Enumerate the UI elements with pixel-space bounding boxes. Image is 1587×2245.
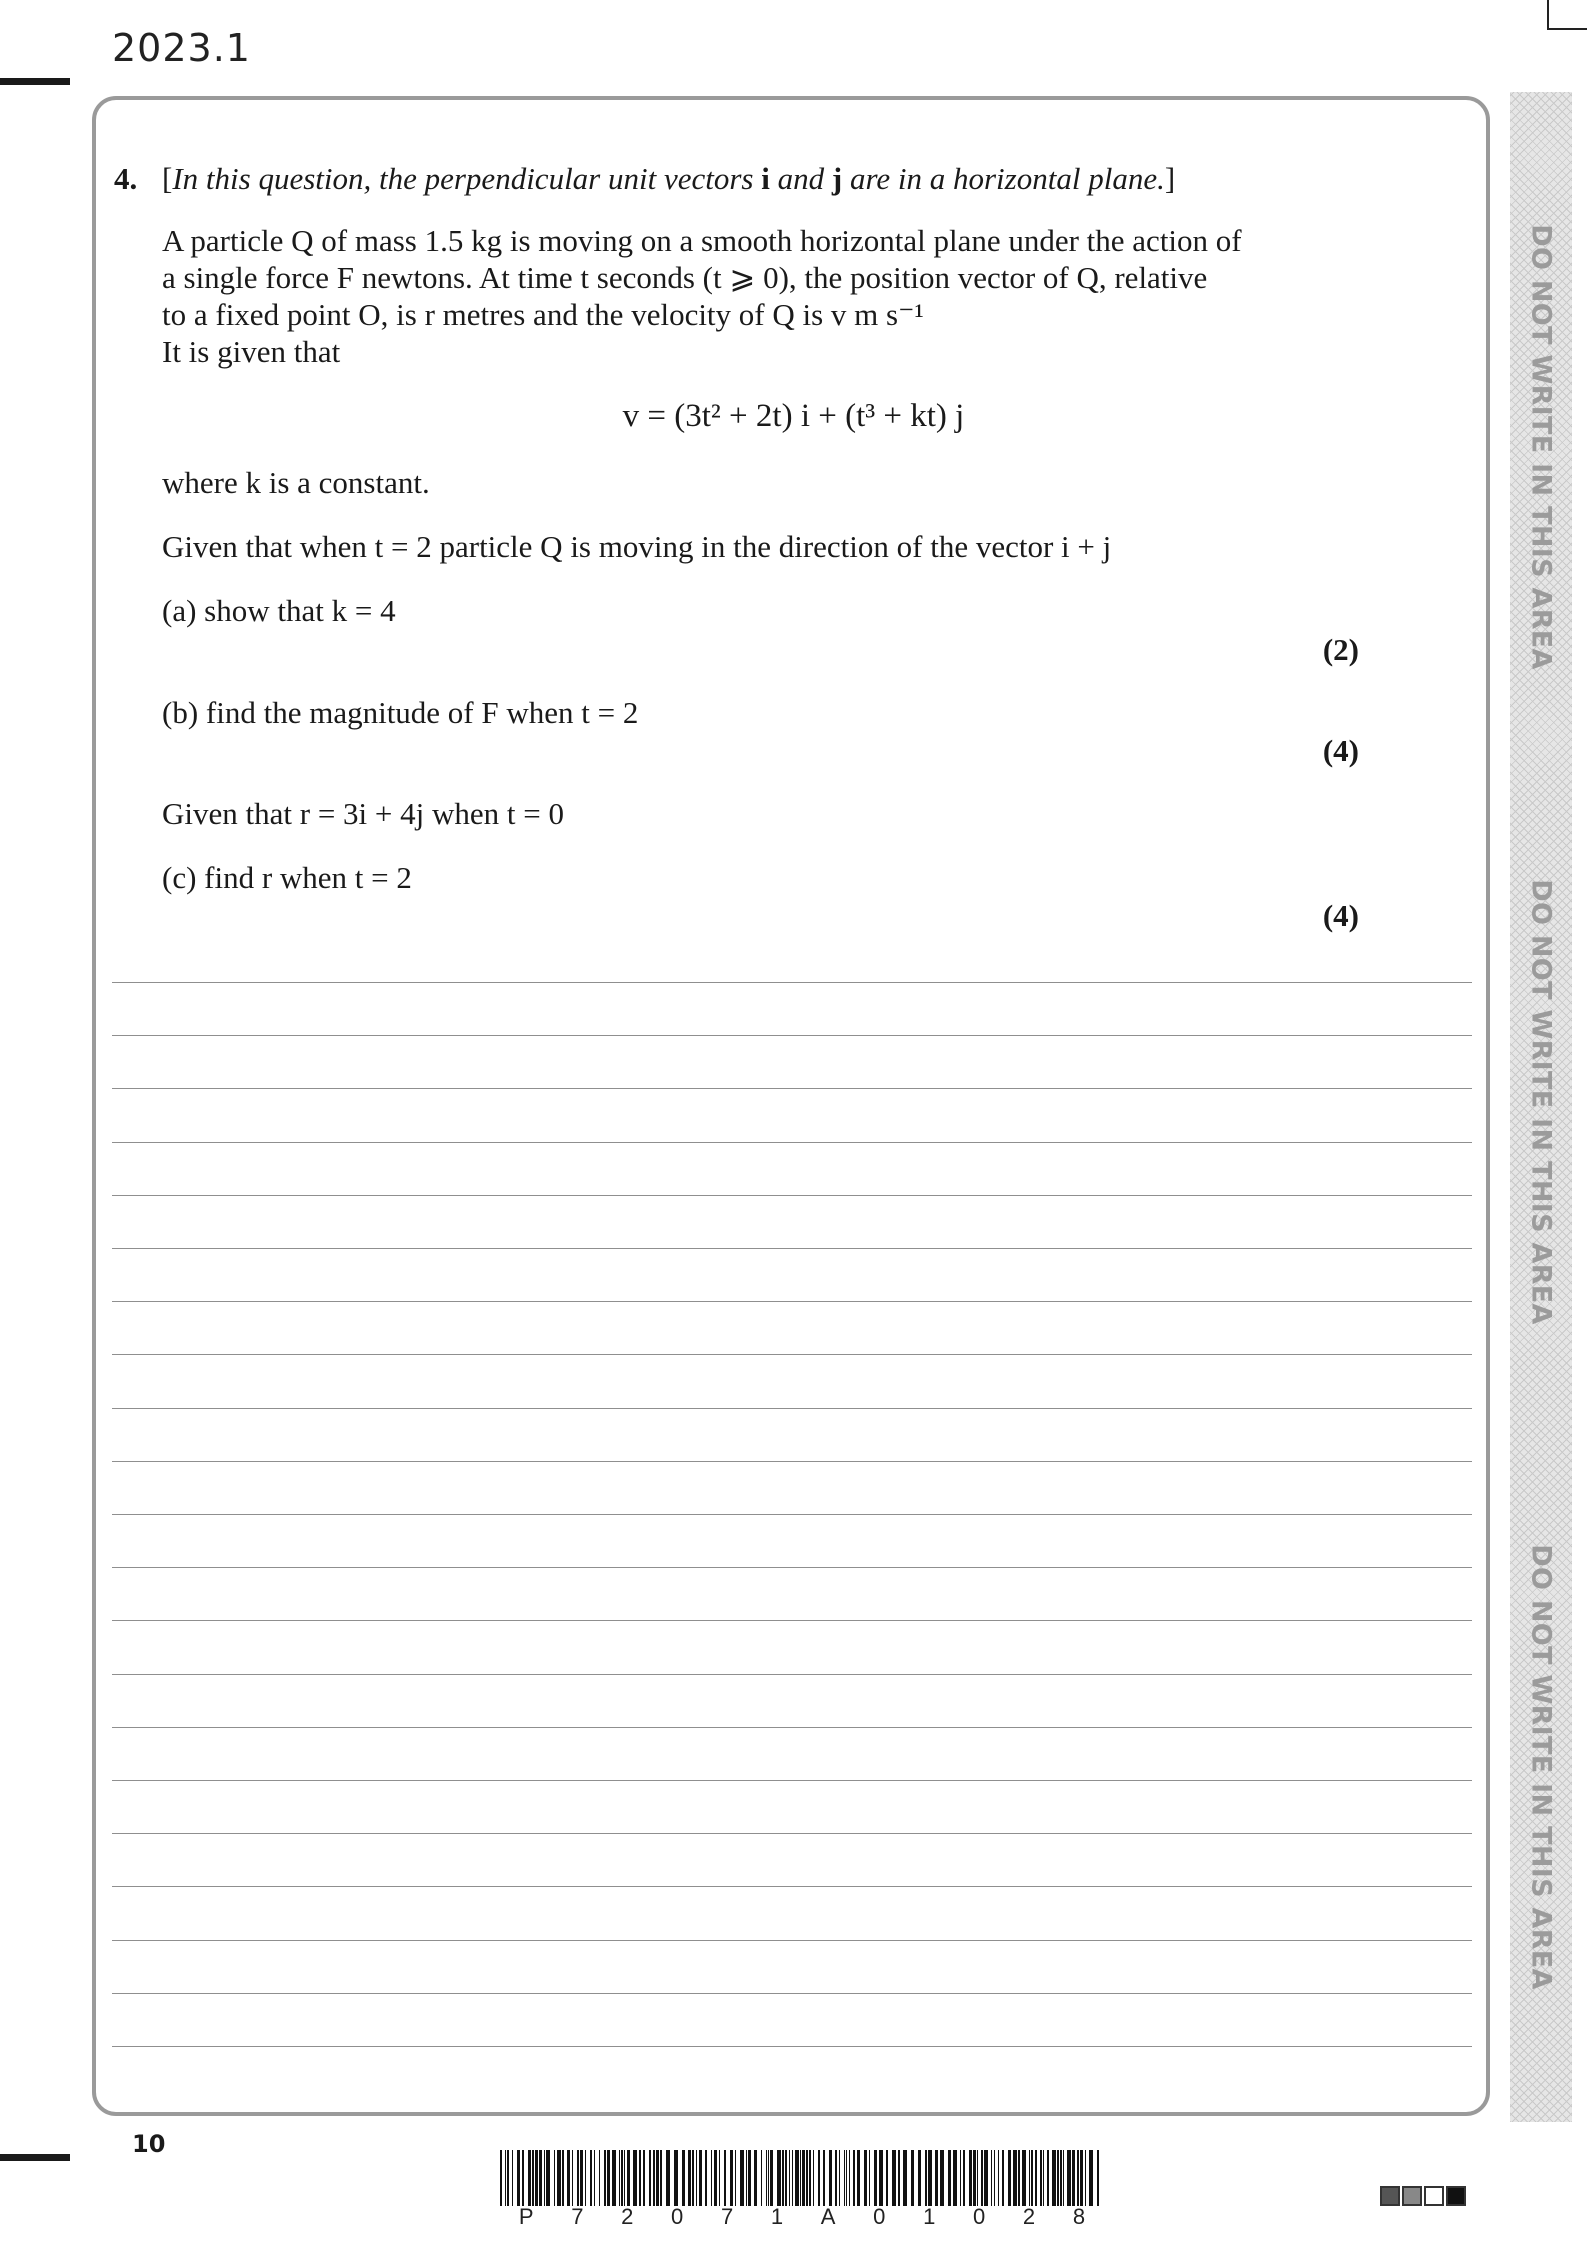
barcode-bar bbox=[1008, 2150, 1011, 2206]
crop-mark-vertical bbox=[1547, 0, 1549, 30]
barcode-bar bbox=[1077, 2150, 1079, 2206]
barcode-char: 1 bbox=[770, 2204, 784, 2229]
barcode-bar bbox=[1035, 2150, 1037, 2206]
answer-line bbox=[112, 1195, 1472, 1196]
answer-line bbox=[112, 1886, 1472, 1887]
barcode-bar bbox=[528, 2150, 531, 2206]
barcode-bar bbox=[839, 2150, 840, 2206]
barcode-bar bbox=[594, 2150, 595, 2206]
barcode-bar bbox=[991, 2150, 992, 2206]
part-b: (b) find the magnitude of F when t = 2 bbox=[162, 695, 639, 730]
barcode-char: 1 bbox=[923, 2204, 936, 2229]
answer-line bbox=[112, 1514, 1472, 1515]
barcode-bar bbox=[948, 2150, 951, 2206]
barcode-bar bbox=[973, 2150, 976, 2206]
barcode-bar bbox=[580, 2150, 583, 2206]
answer-line bbox=[112, 1301, 1472, 1302]
barcode-bar bbox=[1089, 2150, 1093, 2206]
barcode-bar bbox=[539, 2150, 542, 2206]
barcode-bar bbox=[928, 2150, 932, 2206]
barcode-bar bbox=[1031, 2150, 1033, 2206]
barcode-bar bbox=[994, 2150, 995, 2206]
barcode-bar bbox=[818, 2150, 820, 2206]
question-text-line-1: A particle Q of mass 1.5 kg is moving on a smooth horizontal plane under the action of bbox=[162, 223, 1242, 258]
answer-line bbox=[112, 1833, 1472, 1834]
where-text: where k is a constant. bbox=[162, 465, 430, 500]
barcode-bar bbox=[590, 2150, 592, 2206]
edge-bar-bottom bbox=[0, 2154, 70, 2161]
barcode-bar bbox=[969, 2150, 972, 2206]
barcode-bar bbox=[761, 2150, 762, 2206]
barcode-char: 7 bbox=[571, 2204, 584, 2229]
barcode-bar bbox=[1063, 2150, 1064, 2206]
barcode-bar bbox=[782, 2150, 784, 2206]
barcode-bar bbox=[748, 2150, 751, 2206]
barcode-bar bbox=[869, 2150, 870, 2206]
barcode-bar bbox=[886, 2150, 888, 2206]
barcode-char: 0 bbox=[873, 2204, 886, 2229]
barcode-bar bbox=[806, 2150, 808, 2206]
do-not-write-label-3: DO NOT WRITE IN THIS AREA bbox=[1525, 1544, 1557, 1990]
barcode-bar bbox=[1013, 2150, 1017, 2206]
barcode-bar bbox=[517, 2150, 520, 2206]
marks-c: (4) bbox=[1322, 898, 1359, 933]
barcode-bar bbox=[643, 2150, 645, 2206]
barcode-char: A bbox=[820, 2204, 836, 2229]
do-not-write-strip bbox=[1510, 92, 1572, 2122]
barcode-bar bbox=[918, 2150, 921, 2206]
barcode-bar bbox=[688, 2150, 691, 2206]
barcode-bar bbox=[692, 2150, 694, 2206]
barcode-bar bbox=[853, 2150, 855, 2206]
barcode-bar bbox=[809, 2150, 811, 2206]
barcode-bar bbox=[795, 2150, 799, 2206]
barcode-bar bbox=[846, 2150, 847, 2206]
barcode-bar bbox=[977, 2150, 978, 2206]
crop-mark-horizontal bbox=[1547, 28, 1587, 30]
barcode bbox=[500, 2150, 1104, 2206]
do-not-write-label-1: DO NOT WRITE IN THIS AREA bbox=[1525, 224, 1557, 670]
barcode-bar bbox=[1085, 2150, 1086, 2206]
given-direction-text: Given that when t = 2 particle Q is moving in the direction of the vector i + j bbox=[162, 529, 1112, 564]
answer-line bbox=[112, 1035, 1472, 1036]
barcode-bar bbox=[544, 2150, 545, 2206]
barcode-bar bbox=[940, 2150, 944, 2206]
answer-line bbox=[112, 1408, 1472, 1409]
barcode-bar bbox=[785, 2150, 787, 2206]
marks-a: (2) bbox=[1322, 632, 1359, 667]
given-position-text: Given that r = 3i + 4j when t = 0 bbox=[162, 796, 565, 831]
barcode-bar bbox=[666, 2150, 670, 2206]
barcode-bar bbox=[911, 2150, 914, 2206]
barcode-bar bbox=[857, 2150, 860, 2206]
page-indicator-squares bbox=[1380, 2186, 1466, 2206]
barcode-bar bbox=[724, 2150, 726, 2206]
page-number: 10 bbox=[132, 2130, 166, 2158]
barcode-bar bbox=[639, 2150, 641, 2206]
barcode-bar bbox=[768, 2150, 769, 2206]
barcode-bar bbox=[619, 2150, 620, 2206]
barcode-bar bbox=[577, 2150, 579, 2206]
barcode-bar bbox=[925, 2150, 927, 2206]
barcode-bar bbox=[754, 2150, 757, 2206]
barcode-bar bbox=[705, 2150, 707, 2206]
question-text-line-2: a single force F newtons. At time t seconds (t ⩾ 0), the position vector of Q, relative bbox=[162, 260, 1208, 295]
do-not-write-label-2: DO NOT WRITE IN THIS AREA bbox=[1525, 879, 1557, 1325]
barcode-bar bbox=[649, 2150, 651, 2206]
part-a: (a) show that k = 4 bbox=[162, 593, 396, 628]
barcode-bar bbox=[829, 2150, 832, 2206]
barcode-bar bbox=[585, 2150, 586, 2206]
barcode-bar bbox=[792, 2150, 793, 2206]
indicator-square-4 bbox=[1446, 2186, 1466, 2206]
barcode-bar bbox=[627, 2150, 630, 2206]
barcode-bar bbox=[624, 2150, 625, 2206]
question-text-line-3: to a fixed point O, is r metres and the velocity of Q is v m s⁻¹ bbox=[162, 297, 924, 332]
barcode-bar bbox=[714, 2150, 717, 2206]
barcode-bar bbox=[735, 2150, 736, 2206]
barcode-bar bbox=[898, 2150, 900, 2206]
answer-line bbox=[112, 1993, 1472, 1994]
barcode-bar bbox=[696, 2150, 697, 2206]
answer-line bbox=[112, 1780, 1472, 1781]
indicator-square-3 bbox=[1424, 2186, 1444, 2206]
barcode-bar bbox=[535, 2150, 538, 2206]
barcode-bar bbox=[789, 2150, 790, 2206]
barcode-char: 2 bbox=[1022, 2204, 1036, 2229]
barcode-bar bbox=[935, 2150, 938, 2206]
answer-line bbox=[112, 1461, 1472, 1462]
barcode-bar bbox=[1060, 2150, 1062, 2206]
barcode-bar bbox=[621, 2150, 623, 2206]
barcode-bar bbox=[766, 2150, 767, 2206]
barcode-bar bbox=[960, 2150, 961, 2206]
barcode-bar bbox=[522, 2150, 524, 2206]
barcode-bar bbox=[557, 2150, 561, 2206]
barcode-bar bbox=[607, 2150, 610, 2206]
marks-b: (4) bbox=[1322, 733, 1359, 768]
barcode-bar bbox=[546, 2150, 550, 2206]
barcode-bar bbox=[998, 2150, 999, 2206]
answer-line bbox=[112, 2046, 1472, 2047]
barcode-bar bbox=[562, 2150, 564, 2206]
barcode-bar bbox=[612, 2150, 616, 2206]
barcode-bar bbox=[844, 2150, 845, 2206]
question-intro: [In this question, the perpendicular unit vectors i and j are in a horizontal plane.] bbox=[162, 161, 1176, 196]
answer-line bbox=[112, 1142, 1472, 1143]
barcode-bar bbox=[1002, 2150, 1004, 2206]
barcode-bar bbox=[1018, 2150, 1020, 2206]
barcode-bar bbox=[1080, 2150, 1083, 2206]
barcode-char: 0 bbox=[973, 2204, 986, 2229]
paper-year: 2023.1 bbox=[112, 26, 251, 70]
barcode-bar bbox=[682, 2150, 685, 2206]
answer-line bbox=[112, 1354, 1472, 1355]
barcode-bar bbox=[1040, 2150, 1042, 2206]
barcode-bar bbox=[730, 2150, 733, 2206]
barcode-bar bbox=[656, 2150, 659, 2206]
indicator-square-1 bbox=[1380, 2186, 1400, 2206]
barcode-bar bbox=[1047, 2150, 1049, 2206]
barcode-bar bbox=[1067, 2150, 1071, 2206]
barcode-bar bbox=[554, 2150, 555, 2206]
barcode-bar bbox=[963, 2150, 965, 2206]
answer-line bbox=[112, 1567, 1472, 1568]
barcode-bar bbox=[770, 2150, 773, 2206]
question-text-line-4: It is given that bbox=[162, 334, 341, 369]
barcode-bar bbox=[984, 2150, 988, 2206]
barcode-bar bbox=[802, 2150, 805, 2206]
answer-line bbox=[112, 1940, 1472, 1941]
barcode-bar bbox=[572, 2150, 573, 2206]
barcode-text bbox=[500, 2204, 1104, 2230]
barcode-bar bbox=[719, 2150, 720, 2206]
barcode-bar bbox=[532, 2150, 534, 2206]
barcode-bar bbox=[567, 2150, 570, 2206]
barcode-bar bbox=[800, 2150, 801, 2206]
barcode-bar bbox=[660, 2150, 662, 2206]
answer-line bbox=[112, 1248, 1472, 1249]
barcode-bar bbox=[740, 2150, 744, 2206]
barcode-bar bbox=[1052, 2150, 1056, 2206]
barcode-bar bbox=[849, 2150, 850, 2206]
barcode-bar bbox=[512, 2150, 513, 2206]
barcode-bar bbox=[981, 2150, 983, 2206]
answer-line bbox=[112, 1727, 1472, 1728]
barcode-bar bbox=[835, 2150, 837, 2206]
part-c: (c) find r when t = 2 bbox=[162, 860, 412, 895]
barcode-bar bbox=[874, 2150, 877, 2206]
answer-line bbox=[112, 1620, 1472, 1621]
barcode-bar bbox=[633, 2150, 637, 2206]
answer-line bbox=[112, 1088, 1472, 1089]
barcode-bar bbox=[674, 2150, 678, 2206]
barcode-char: 2 bbox=[621, 2204, 634, 2229]
answer-line bbox=[112, 1674, 1472, 1675]
barcode-bar bbox=[903, 2150, 907, 2206]
barcode-bar bbox=[879, 2150, 883, 2206]
barcode-bar bbox=[1072, 2150, 1075, 2206]
barcode-char: P bbox=[518, 2204, 534, 2229]
answer-line bbox=[112, 982, 1472, 983]
barcode-bar bbox=[500, 2150, 502, 2206]
barcode-bar bbox=[746, 2150, 747, 2206]
indicator-square-2 bbox=[1402, 2186, 1422, 2206]
barcode-bar bbox=[604, 2150, 606, 2206]
velocity-equation: v = (3t² + 2t) i + (t³ + kt) j bbox=[622, 398, 965, 434]
barcode-bar bbox=[777, 2150, 781, 2206]
question-number: 4. bbox=[114, 161, 138, 196]
barcode-bar bbox=[507, 2150, 509, 2206]
barcode-bar bbox=[813, 2150, 814, 2206]
barcode-bar bbox=[1022, 2150, 1026, 2206]
barcode-char: 0 bbox=[671, 2204, 684, 2229]
barcode-bar bbox=[864, 2150, 867, 2206]
edge-bar-top bbox=[0, 78, 70, 85]
barcode-bar bbox=[892, 2150, 896, 2206]
barcode-bar bbox=[1057, 2150, 1059, 2206]
barcode-bar bbox=[599, 2150, 600, 2206]
barcode-bar bbox=[711, 2150, 712, 2206]
barcode-char: 7 bbox=[720, 2204, 734, 2229]
barcode-bar bbox=[1029, 2150, 1030, 2206]
barcode-bar bbox=[653, 2150, 655, 2206]
barcode-bar bbox=[1043, 2150, 1044, 2206]
barcode-bar bbox=[953, 2150, 957, 2206]
barcode-bar bbox=[823, 2150, 825, 2206]
barcode-char: 8 bbox=[1072, 2204, 1086, 2229]
barcode-bar bbox=[1097, 2150, 1099, 2206]
barcode-bar bbox=[505, 2150, 506, 2206]
barcode-bar bbox=[699, 2150, 702, 2206]
